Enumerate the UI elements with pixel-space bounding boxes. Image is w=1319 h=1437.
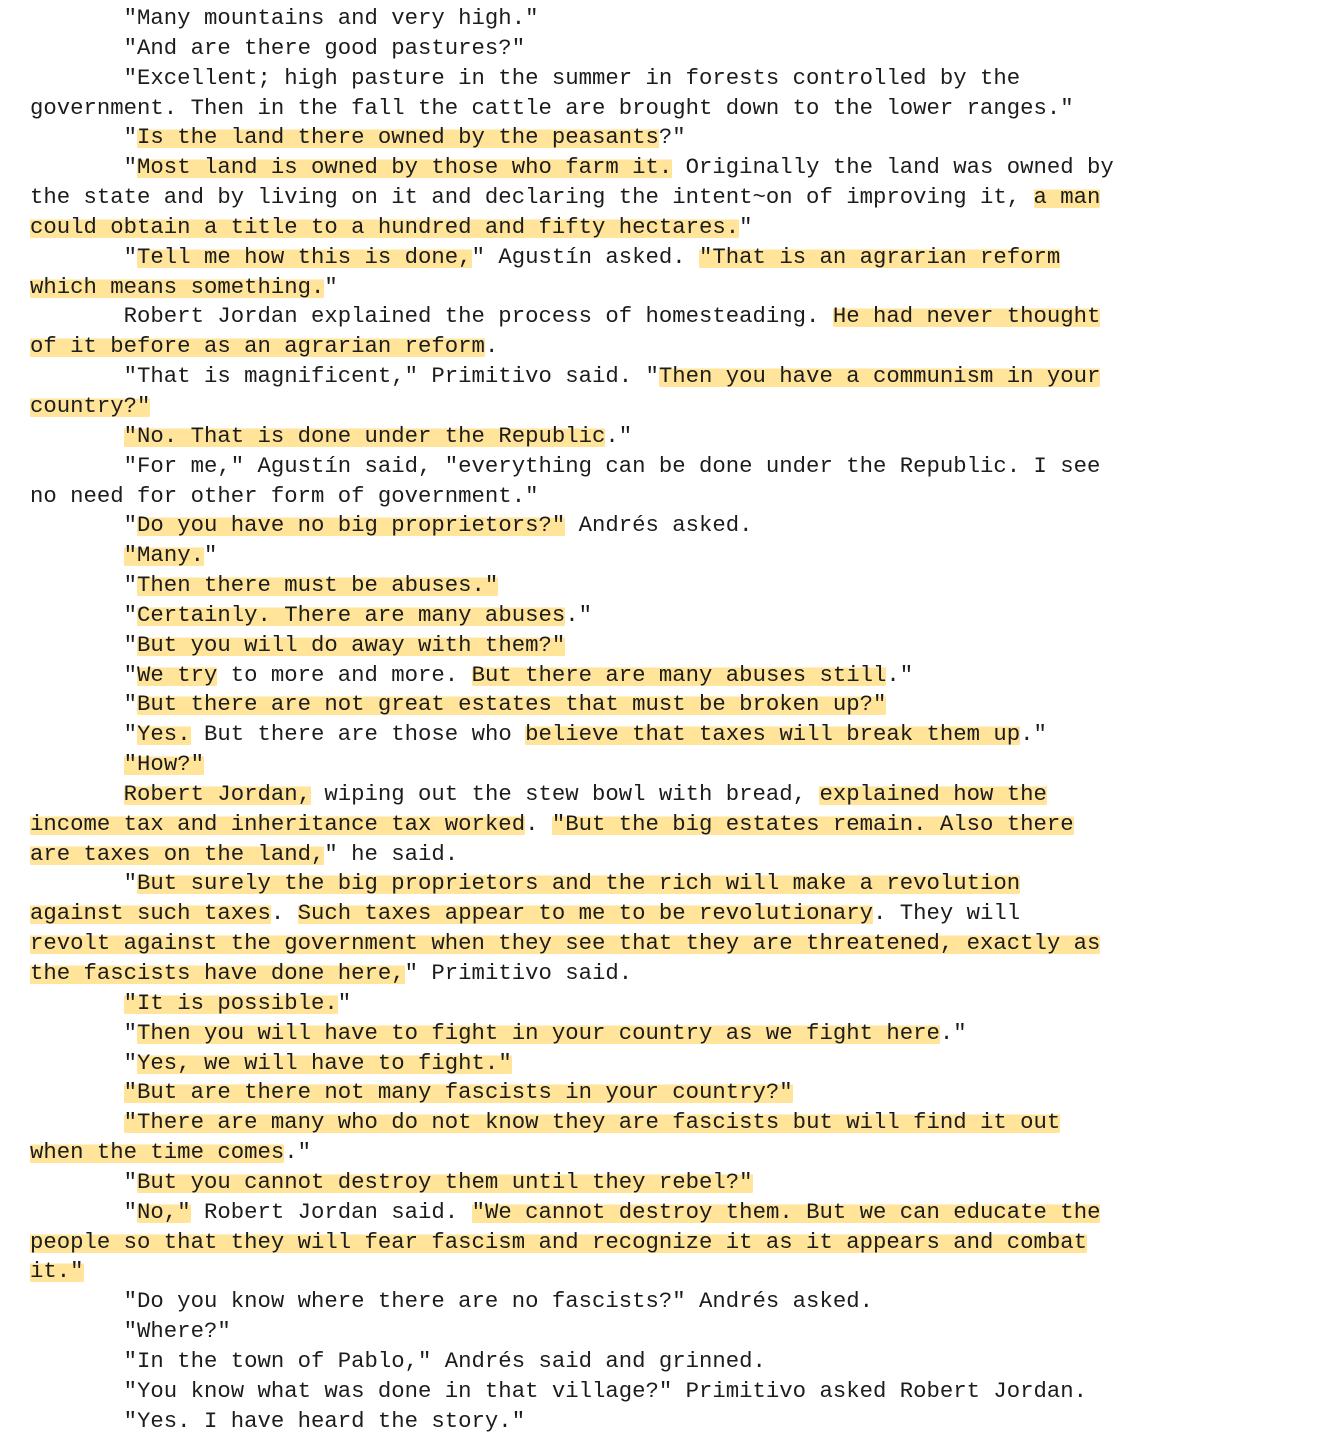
text-segment: "Where?" (30, 1318, 231, 1345)
text-segment: " (30, 1019, 138, 1046)
highlighted-text: a man (1033, 184, 1101, 211)
text-segment: "That is magnificent," Primitivo said. " (30, 363, 659, 390)
text-segment: wiping out the stew bowl with bread, (311, 780, 820, 807)
text-line (30, 1198, 1300, 1228)
text-segment: ." (565, 601, 592, 628)
text-segment: "Yes. I have heard the story." (30, 1407, 526, 1434)
text-segment: to more and more. (217, 661, 472, 688)
text-line (30, 989, 1300, 1019)
text-segment: ." (284, 1139, 311, 1166)
text-segment: " he said. (324, 840, 459, 867)
text-segment: " Agustín asked. (471, 243, 700, 270)
text-segment: "In the town of Pablo," Andrés said and grinned. (30, 1347, 766, 1374)
text-segment: " (30, 512, 138, 539)
highlighted-text: country?" (30, 392, 151, 419)
text-segment: " (30, 721, 138, 748)
text-line (30, 34, 1300, 64)
text-segment: . They will (872, 900, 1021, 927)
text-line (30, 1377, 1300, 1407)
text-segment: ." (939, 1019, 967, 1046)
text-segment: " (739, 213, 753, 240)
highlighted-text: Most land is owned by those who farm it. (137, 154, 673, 181)
text-line (30, 720, 1300, 750)
text-line (30, 541, 1300, 571)
text-line (30, 302, 1300, 332)
text-line (30, 661, 1300, 691)
highlighted-text: But there are not great estates that must be broken up?" (137, 691, 887, 718)
text-segment: government. Then in the fall the cattle are brought down to the lower ranges." (30, 94, 1074, 121)
highlighted-text: "We cannot destroy them. But we can educate the (471, 1198, 1101, 1225)
highlighted-text: Yes, we will have to fight." (137, 1049, 512, 1076)
text-segment: " (30, 870, 138, 897)
highlighted-text: revolt against the government when they see that they are threatened, exactly as (30, 930, 1101, 957)
text-segment: " (30, 631, 138, 658)
text-segment: Robert Jordan said. (190, 1198, 472, 1225)
text-line (30, 601, 1300, 631)
text-segment: . (525, 810, 552, 837)
text-line (30, 840, 1300, 870)
highlighted-text: "There are many who do not know they are fascists but will find it out (123, 1109, 1061, 1136)
text-segment: ?" (658, 124, 686, 151)
highlighted-text: We try (137, 661, 218, 688)
highlighted-text: against such taxes (30, 900, 271, 927)
highlighted-text: Certainly. There are many abuses (137, 601, 566, 628)
highlighted-text: are taxes on the land, (30, 840, 325, 867)
highlighted-text: Yes. (137, 721, 191, 748)
highlighted-text: of it before as an agrarian reform (30, 333, 485, 360)
text-segment (30, 1109, 124, 1135)
text-segment: Andrés asked. (565, 512, 753, 539)
highlighted-text: could obtain a title to a hundred and fifty hectares. (30, 213, 740, 240)
text-line (30, 511, 1300, 541)
highlighted-text: income tax and inheritance tax worked (30, 810, 526, 837)
text-segment: ." (1020, 721, 1047, 748)
text-segment: ." (605, 422, 633, 449)
text-line (30, 213, 1300, 243)
highlighted-text: Is the land there owned by the peasants (137, 124, 659, 151)
text-segment: "For me," Agustín said, "everything can be done under the Republic. I see (30, 452, 1101, 479)
text-line (30, 422, 1300, 452)
highlighted-text: believe that taxes will break them up (525, 721, 1021, 748)
highlighted-text: Then there must be abuses." (137, 572, 499, 599)
text-line (30, 1257, 1300, 1287)
text-segment: "Many mountains and very high." (30, 5, 539, 31)
highlighted-text: "But the big estates remain. Also there (551, 810, 1074, 837)
text-line (30, 750, 1300, 780)
text-segment: "Excellent; high pasture in the summer in forests controlled by the (30, 64, 1021, 91)
text-segment: " (30, 243, 138, 270)
text-line (30, 1078, 1300, 1108)
text-line (30, 1049, 1300, 1079)
text-segment: " (30, 154, 138, 181)
text-segment: " (30, 691, 138, 718)
highlighted-text: Tell me how this is done, (137, 243, 472, 270)
text-line (30, 1317, 1300, 1347)
text-segment: " (337, 989, 352, 1016)
text-line (30, 571, 1300, 601)
highlighted-text: Such taxes appear to me to be revolutionary (297, 900, 873, 927)
text-line (30, 243, 1300, 273)
text-line (30, 64, 1300, 94)
highlighted-text: Do you have no big proprietors?" (137, 512, 566, 539)
text-segment: no need for other form of government." (30, 482, 539, 509)
highlighted-text: Robert Jordan, (123, 780, 311, 807)
text-line (30, 482, 1300, 512)
text-segment: . (270, 900, 298, 927)
text-segment: " (30, 124, 138, 151)
text-line (30, 959, 1300, 989)
text-segment: Originally the land was owned by (672, 154, 1114, 181)
text-segment: . (484, 333, 499, 360)
text-line (30, 1347, 1300, 1377)
text-line (30, 1228, 1300, 1258)
highlighted-text: But there are many abuses still (471, 661, 887, 688)
text-segment (30, 781, 124, 807)
text-line (30, 273, 1300, 303)
highlighted-text: it." (30, 1258, 84, 1285)
text-segment: "And are there good pastures?" (30, 34, 526, 61)
document-page (30, 4, 1300, 1437)
highlighted-text: when the time comes (30, 1139, 285, 1166)
text-line (30, 780, 1300, 810)
text-segment (30, 751, 124, 777)
highlighted-text: But you will do away with them?" (137, 631, 566, 658)
text-line (30, 1138, 1300, 1168)
text-segment: ." (886, 661, 914, 688)
text-segment: " Primitivo said. (404, 960, 633, 986)
text-segment: "You know what was done in that village?" Primitivo asked Robert Jordan. (30, 1377, 1088, 1404)
text-line (30, 183, 1300, 213)
highlighted-text: explained how the (819, 780, 1047, 807)
text-segment: " (30, 661, 138, 688)
text-segment: But there are those who (190, 721, 526, 748)
text-line (30, 631, 1300, 661)
text-segment: " (30, 1198, 138, 1225)
text-line (30, 1407, 1300, 1437)
text-segment: " (30, 1049, 138, 1076)
text-segment: Robert Jordan explained the process of homesteading. (30, 303, 833, 330)
text-line (30, 899, 1300, 929)
highlighted-text: But surely the big proprietors and the rich will make a revolution (137, 870, 1021, 897)
text-line (30, 123, 1300, 153)
text-segment (30, 423, 124, 449)
text-segment: " (324, 273, 338, 300)
text-line (30, 1108, 1300, 1138)
text-segment: the state and by living on it and declaring the intent~on of improving it, (30, 184, 1034, 211)
text-segment (30, 542, 124, 568)
text-segment (30, 990, 124, 1016)
highlighted-text: He had never thought (832, 303, 1101, 330)
highlighted-text: "It is possible. (123, 989, 338, 1016)
highlighted-text: "Many. (123, 542, 204, 569)
highlighted-text: people so that they will fear fascism and recognize it as it appears and combat (30, 1228, 1088, 1255)
text-line (30, 452, 1300, 482)
text-line (30, 1019, 1300, 1049)
text-line (30, 690, 1300, 720)
highlighted-text: "But are there not many fascists in your country?" (123, 1079, 793, 1106)
text-line (30, 810, 1300, 840)
text-line (30, 94, 1300, 124)
text-segment: " (30, 601, 138, 628)
highlighted-text: "How?" (123, 751, 204, 778)
text-segment: "Do you know where there are no fascists?" Andrés asked. (30, 1288, 873, 1315)
highlighted-text: "No. That is done under the Republic (123, 422, 606, 449)
text-segment: " (203, 542, 218, 569)
highlighted-text: the fascists have done here, (30, 960, 405, 986)
text-line (30, 929, 1300, 959)
text-line (30, 1287, 1300, 1317)
highlighted-text: which means something. (30, 273, 325, 300)
text-line (30, 332, 1300, 362)
text-segment (30, 1079, 124, 1105)
highlighted-text: Then you will have to fight in your country as we fight here (137, 1019, 940, 1046)
text-line (30, 1168, 1300, 1198)
highlighted-text: No," (137, 1198, 191, 1225)
text-segment: " (30, 572, 138, 599)
text-line (30, 4, 1300, 34)
text-line (30, 392, 1300, 422)
highlighted-text: Then you have a communism in your (658, 363, 1101, 390)
text-segment: " (30, 1168, 138, 1195)
highlighted-text: But you cannot destroy them until they rebel?" (137, 1168, 753, 1195)
text-line (30, 153, 1300, 183)
text-line (30, 869, 1300, 899)
text-line (30, 362, 1300, 392)
highlighted-text: "That is an agrarian reform (699, 243, 1061, 270)
